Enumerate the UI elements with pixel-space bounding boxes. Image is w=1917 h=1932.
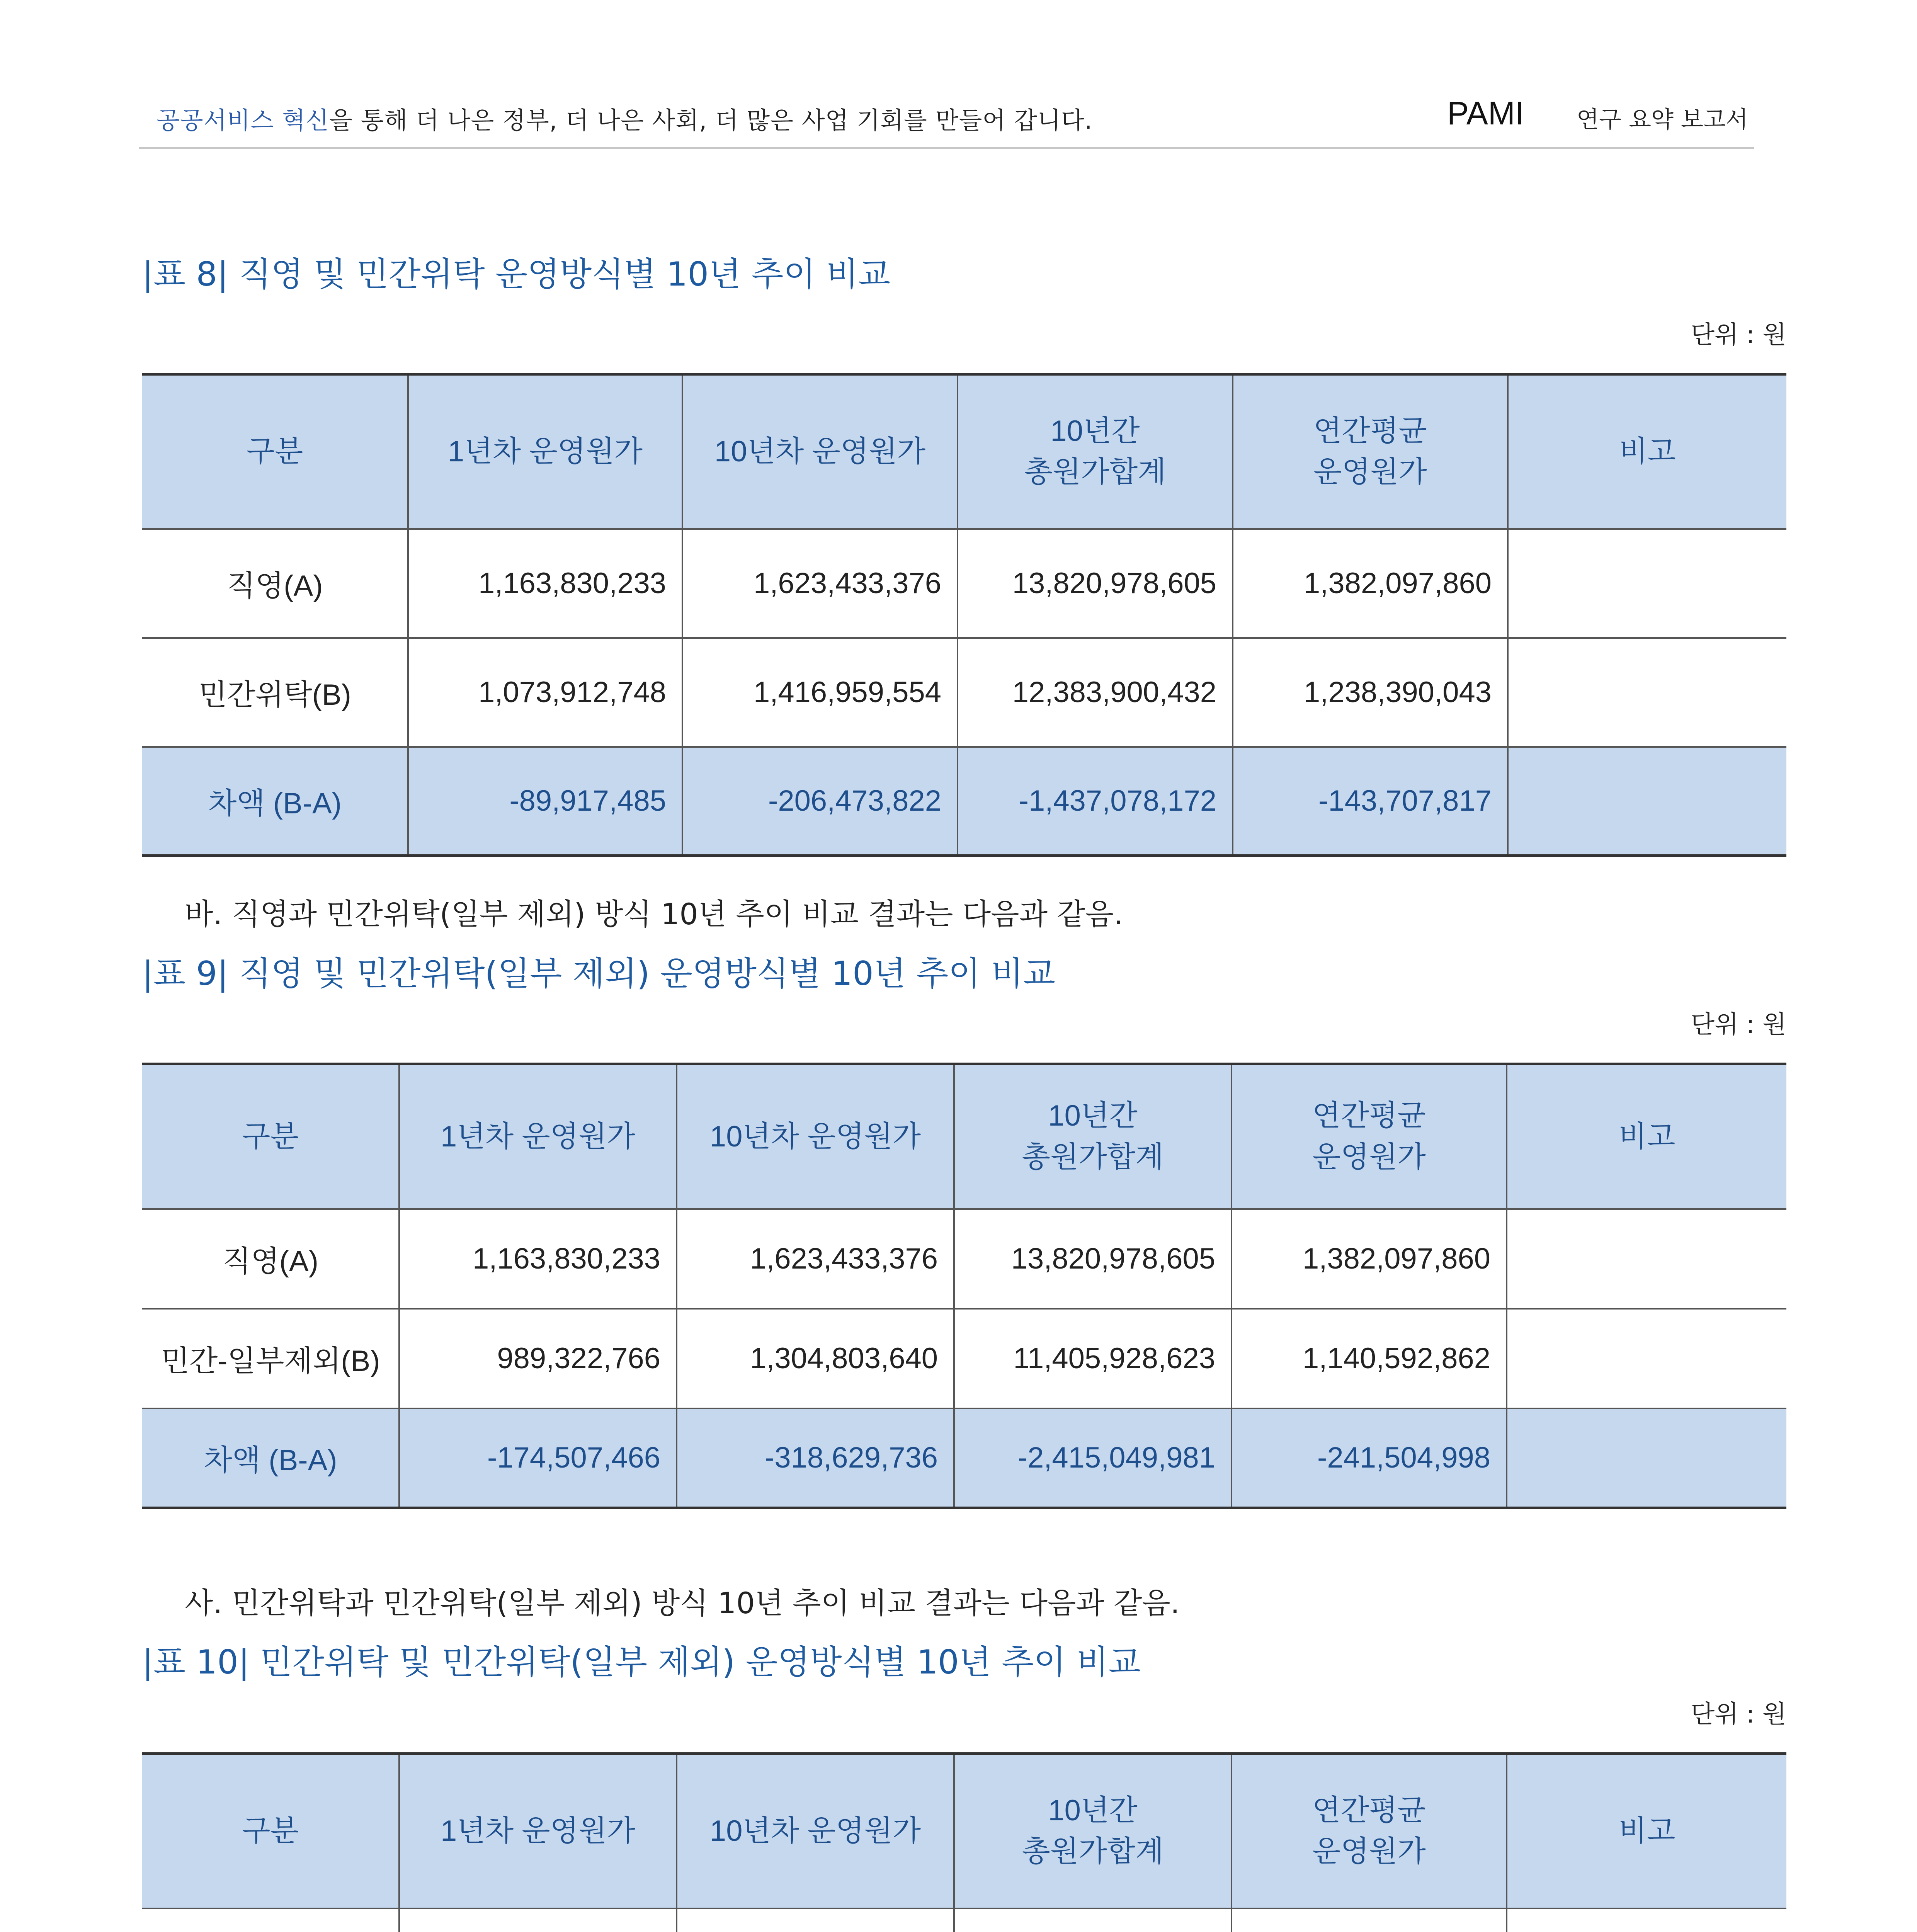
col-header: 10년차 운영원가 <box>682 374 958 529</box>
cell-total: 13,820,978,605 <box>958 529 1233 638</box>
cell-total: -2,415,049,981 <box>954 1408 1232 1508</box>
cell-year1 <box>399 1908 677 1932</box>
cell-note <box>1507 1908 1786 1932</box>
table-row <box>142 638 1786 747</box>
row-label: 직영(A) <box>142 1209 399 1309</box>
cell-total: 12,383,900,432 <box>958 638 1233 747</box>
table-8-unit: 단위 : 원 <box>1691 321 1786 349</box>
table-10-unit: 단위 : 원 <box>1691 1700 1786 1729</box>
table-10 <box>142 1752 1786 1932</box>
col-header: 1년차 운영원가 <box>408 374 682 529</box>
cell-note <box>1508 638 1786 747</box>
header-tagline <box>156 101 1092 136</box>
table-row-difference <box>142 747 1786 856</box>
row-label: 직영(A) <box>142 529 408 638</box>
row-label <box>142 1908 399 1932</box>
row-label: 차액 (B-A) <box>142 1408 399 1508</box>
col-header: 1년차 운영원가 <box>399 1064 677 1209</box>
table-row <box>142 1908 1786 1932</box>
col-header: 연간평균 운영원가 <box>1232 1754 1507 1908</box>
cell-year1: 989,322,766 <box>399 1309 677 1408</box>
cell-average: 1,382,097,860 <box>1232 1209 1507 1309</box>
row-label: 차액 (B-A) <box>142 747 408 856</box>
table-row <box>142 1309 1786 1408</box>
header-report-label: 연구 요약 보고서 <box>1577 106 1748 133</box>
cell-average <box>1232 1908 1507 1932</box>
cell-year10: 1,623,433,376 <box>682 529 958 638</box>
row-label: 민간위탁(B) <box>142 638 408 747</box>
col-header: 비고 <box>1507 1064 1786 1209</box>
col-header: 연간평균 운영원가 <box>1232 1064 1507 1209</box>
table-9-title: |표 9| 직영 및 민간위탁(일부 제외) 운영방식별 10년 추이 비교 <box>142 954 1055 993</box>
table-10-title: |표 10| 민간위탁 및 민간위탁(일부 제외) 운영방식별 10년 추이 비교 <box>142 1643 1141 1682</box>
table-8-title: |표 8| 직영 및 민간위탁 운영방식별 10년 추이 비교 <box>142 255 891 294</box>
table-8 <box>142 373 1786 857</box>
col-header: 연간평균 운영원가 <box>1233 374 1508 529</box>
table-9 <box>142 1063 1786 1509</box>
cell-total: 11,405,928,623 <box>954 1309 1232 1408</box>
table-row <box>142 1209 1786 1309</box>
row-label: 민간-일부제외(B) <box>142 1309 399 1408</box>
cell-average: -241,504,998 <box>1232 1408 1507 1508</box>
section-caption-sa: 사. 민간위탁과 민간위탁(일부 제외) 방식 10년 추이 비교 결과는 다음과 같음. <box>185 1586 1180 1620</box>
cell-year1: 1,163,830,233 <box>408 529 682 638</box>
col-header: 구분 <box>142 1754 399 1908</box>
cell-total <box>954 1908 1232 1932</box>
cell-year10: 1,416,959,554 <box>682 638 958 747</box>
table-row <box>142 529 1786 638</box>
cell-average: 1,238,390,043 <box>1233 638 1508 747</box>
cell-year1: 1,073,912,748 <box>408 638 682 747</box>
cell-average: 1,382,097,860 <box>1233 529 1508 638</box>
cell-average: -143,707,817 <box>1233 747 1508 856</box>
cell-year10: 1,304,803,640 <box>677 1309 954 1408</box>
col-header: 10년차 운영원가 <box>677 1754 954 1908</box>
col-header: 1년차 운영원가 <box>399 1754 677 1908</box>
cell-year10 <box>677 1908 954 1932</box>
cell-note <box>1507 1209 1786 1309</box>
col-header: 10년간 총원가합계 <box>954 1064 1232 1209</box>
cell-average: 1,140,592,862 <box>1232 1309 1507 1408</box>
col-header: 구분 <box>142 1064 399 1209</box>
cell-note <box>1507 1309 1786 1408</box>
col-header: 구분 <box>142 374 408 529</box>
col-header: 비고 <box>1507 1754 1786 1908</box>
table-row-difference <box>142 1408 1786 1508</box>
header-divider <box>139 147 1754 149</box>
cell-year10: -318,629,736 <box>677 1408 954 1508</box>
cell-total: 13,820,978,605 <box>954 1209 1232 1309</box>
section-caption-ba: 바. 직영과 민간위탁(일부 제외) 방식 10년 추이 비교 결과는 다음과 같음. <box>185 897 1123 931</box>
cell-note <box>1508 529 1786 638</box>
table-9-unit: 단위 : 원 <box>1691 1010 1786 1039</box>
col-header: 비고 <box>1508 374 1786 529</box>
col-header: 10년차 운영원가 <box>677 1064 954 1209</box>
cell-year1: -89,917,485 <box>408 747 682 856</box>
cell-year10: -206,473,822 <box>682 747 958 856</box>
col-header: 10년간 총원가합계 <box>954 1754 1232 1908</box>
cell-year10: 1,623,433,376 <box>677 1209 954 1309</box>
cell-total: -1,437,078,172 <box>958 747 1233 856</box>
col-header: 10년간 총원가합계 <box>958 374 1233 529</box>
cell-note <box>1508 747 1786 856</box>
header-brand: PAMI <box>1447 95 1524 131</box>
cell-year1: 1,163,830,233 <box>399 1209 677 1309</box>
cell-year1: -174,507,466 <box>399 1408 677 1508</box>
cell-note <box>1507 1408 1786 1508</box>
header-tagline-rest: 을 통해 더 나은 정부, 더 나은 사회, 더 많은 사업 기회를 만들어 갑니다. <box>329 106 1093 134</box>
header-tagline-accent: 공공서비스 혁신 <box>156 106 329 134</box>
